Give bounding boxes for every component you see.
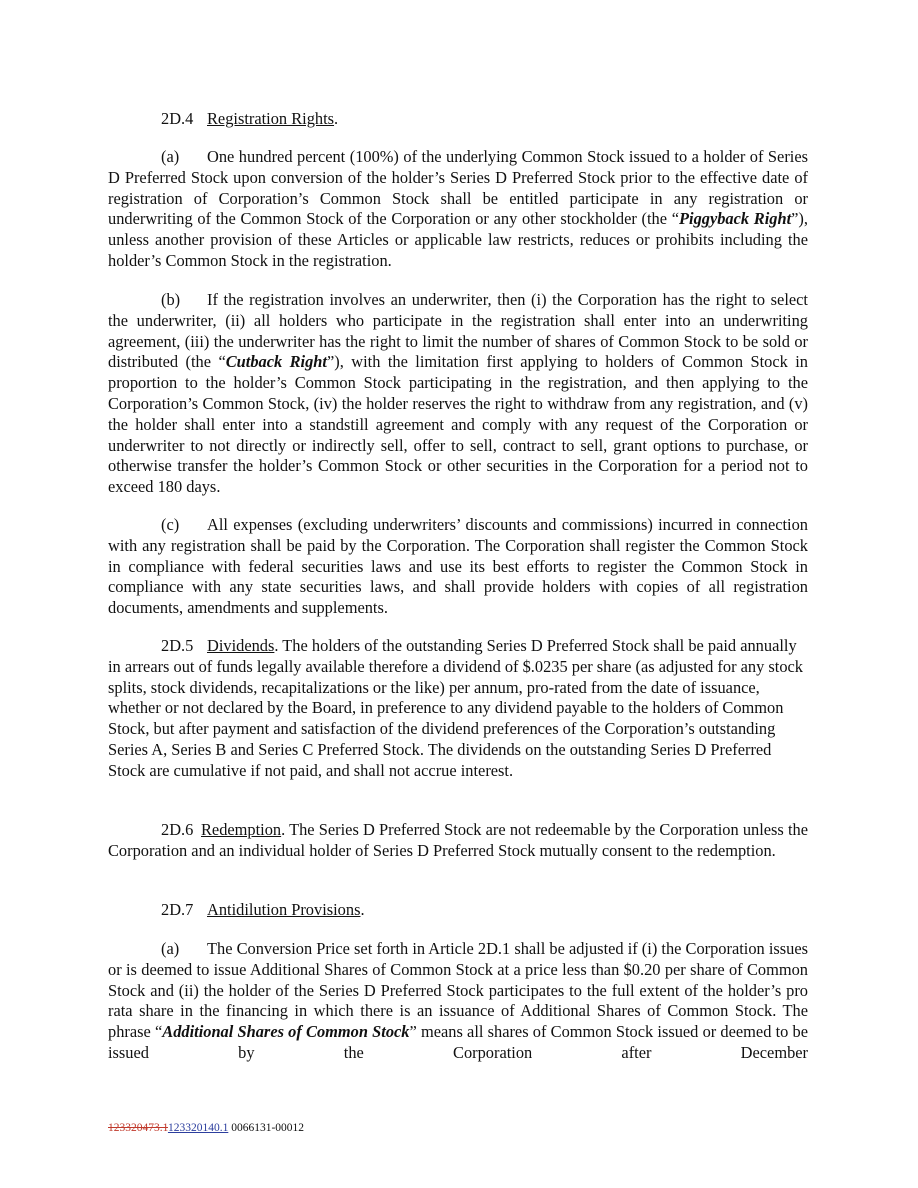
paragraph-label: (a) <box>161 939 180 958</box>
defined-term: Cutback Right <box>225 352 327 372</box>
section-heading: Dividends <box>207 636 275 655</box>
section-2d5: 2D.5 Dividends. The holders of the outstanding Series D Preferred Stock shall be paid annually in arrears out of funds legally available therefore a dividend of $.0235 per share (as adjusted for any stock splits, stock dividends, recapitalizations or the like) per annum, pro-rated from the date of issuance, whether or not declared by the Board, in preference to any dividend payable to the holders of Common Stock, but after payment and satisfaction of the dividend preferences of the Corporation’s outstanding Series A, Series B and Series C Preferred Stock. The dividends on the outstanding Series D Preferred Stock are cumulative if not paid, and shall not accrue interest. <box>108 636 803 780</box>
section-number: 2D.4 <box>161 109 194 128</box>
paragraph-label: (a) <box>161 147 180 166</box>
section-heading: Antidilution Provisions <box>207 900 361 919</box>
deleted-document-id: 123320473.1 <box>108 1122 168 1134</box>
inserted-document-id: 123320140.1 <box>167 1122 229 1134</box>
paragraph-2d4-c: (c) All expenses (excluding underwriters’ discounts and commissions) incurred in connection with any registration shall be paid by the Corporation. The Corporation shall register the Common Stock in compliance with federal securities laws and use its best efforts to register the Common Stock in compliance with any state securities laws, and shall provide holders with copies of all registration documents, amendments and supplements. <box>108 515 808 618</box>
paragraph-2d7-a: (a) The Conversion Price set forth in Article 2D.1 shall be adjusted if (i) the Corporation issues or is deemed to issue Additional Shares of Common Stock at a price less than $0.20 per share of Common Stock and (ii) the holder of the Series D Preferred Stock participates to the full extent of the holder’s pro rata share in the financing in which there is an issuance of Additional Shares of Common Stock. The phrase “Additional Shares of Common Stock” means all shares of Common Stock issued or deemed to be issued by the Corporation after December <box>108 939 809 1062</box>
section-heading: Registration Rights <box>207 109 335 128</box>
section-2d7-heading: 2D.7 Antidilution Provisions. <box>161 900 365 919</box>
paragraph-2d4-b: (b) If the registration involves an underwriter, then (i) the Corporation has the right to select the underwriter, (ii) all holders who participate in the registration shall enter into an underwriting agreement, (iii) the underwriter has the right to limit the number of shares of Common Stock to be sold or distributed (the “Cutback Right”), with the limitation first applying to holders of Common Stock in proportion to the holder’s Common Stock participating in the registration, and then applying to the Corporation’s Common Stock, (iv) the holder reserves the right to withdraw from any registration, and (v) the holder shall enter into a standstill agreement and comply with any request of the Corporation or underwriter to not directly or indirectly sell, offer to sell, contract to sell, grant options to purchase, or otherwise transfer the holder’s Common Stock or other securities in the Corporation for a period not to exceed 180 days. <box>108 290 808 497</box>
paragraph-label: (b) <box>161 290 181 309</box>
section-2d4-heading: 2D.4 Registration Rights. <box>161 109 339 128</box>
section-2d6: 2D.6 Redemption. The Series D Preferred Stock are not redeemable by the Corporation unless the Corporation and an individual holder of Series D Preferred Stock mutually consent to the redemption. <box>108 820 808 860</box>
section-number: 2D.7 <box>161 900 194 919</box>
paragraph-label: (c) <box>161 515 180 534</box>
defined-term: Additional Shares of Common Stock <box>162 1022 410 1042</box>
matter-number: 0066131-00012 <box>231 1122 305 1134</box>
section-number: 2D.6 <box>161 820 194 839</box>
section-heading: Redemption <box>201 820 282 839</box>
defined-term: Piggyback Right <box>679 209 792 229</box>
section-number: 2D.5 <box>161 636 194 655</box>
paragraph-2d4-a: (a) One hundred percent (100%) of the underlying Common Stock issued to a holder of Series D Preferred Stock upon conversion of the holder’s Series D Preferred Stock prior to the effective date of registration of Corporation’s Common Stock shall be entitled participate in any registration or underwriting of the Common Stock of the Corporation or any other stockholder (the “Piggyback Right”), unless another provision of these Articles or applicable law restricts, reduces or prohibits including the holder’s Common Stock in the registration. <box>108 147 808 270</box>
document-footer <box>108 1121 304 1135</box>
